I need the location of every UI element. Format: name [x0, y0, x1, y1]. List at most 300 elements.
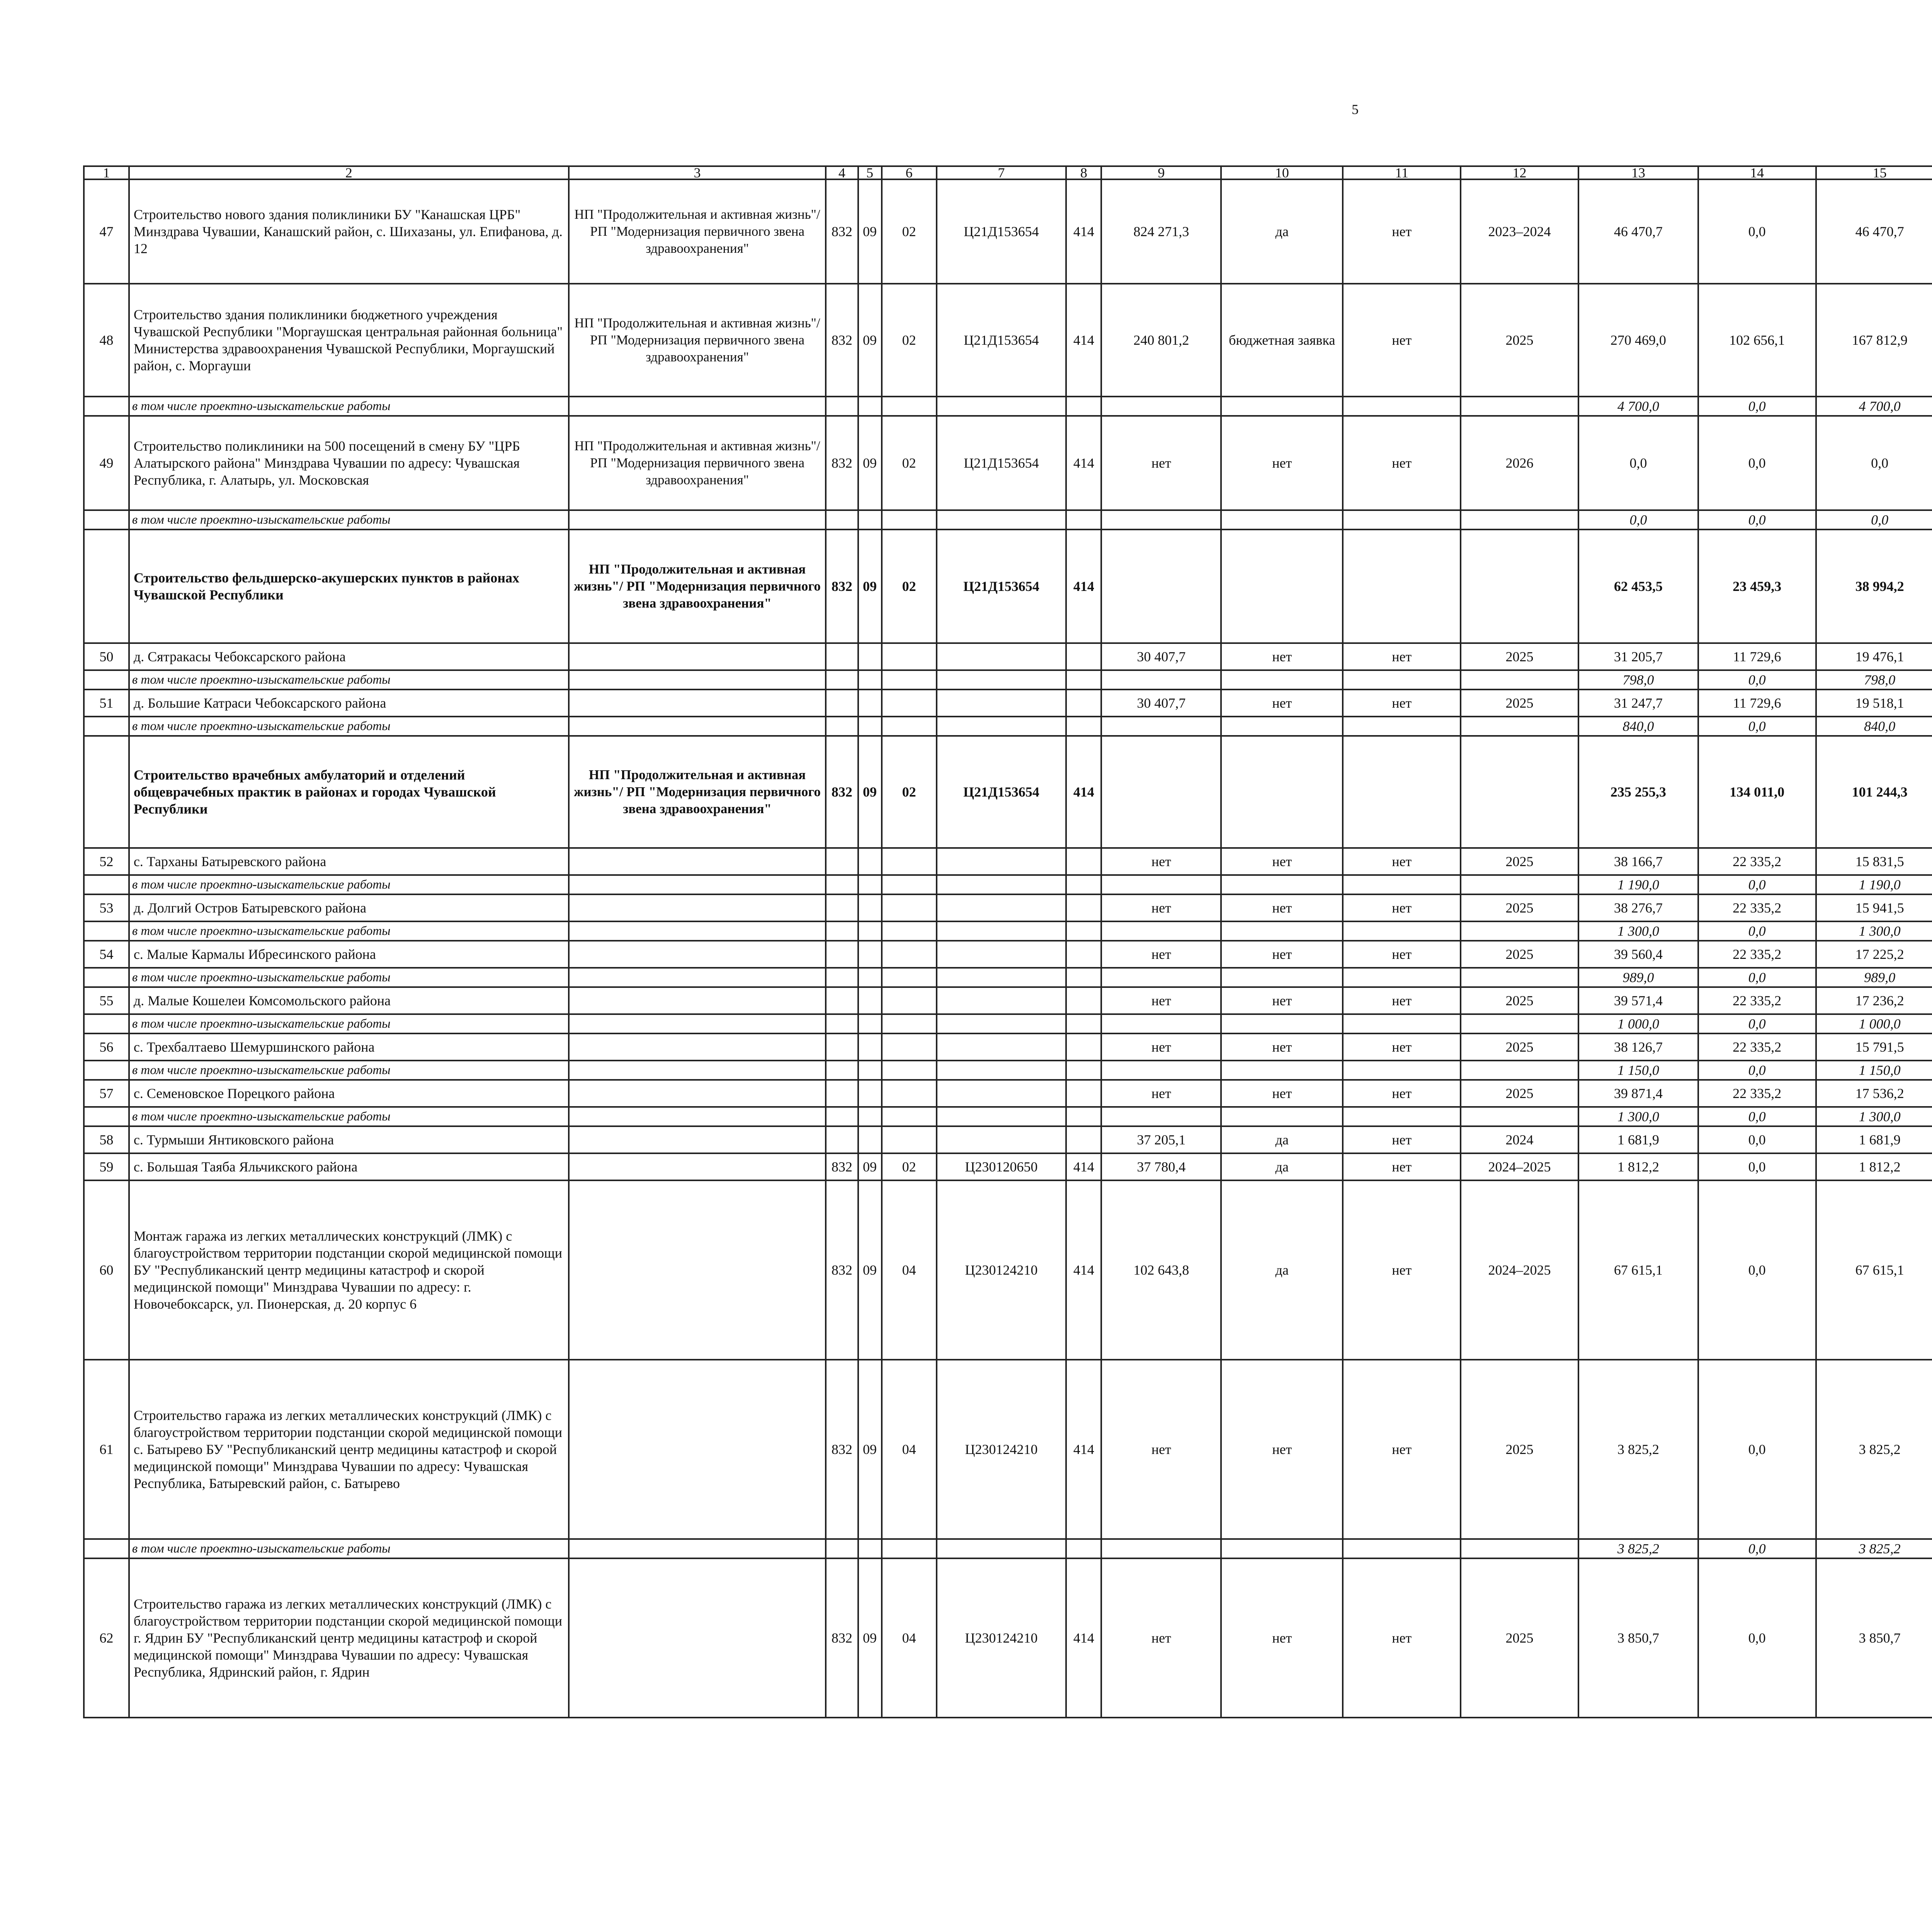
vr-code-cell — [1066, 987, 1101, 1014]
pr-code-cell — [882, 1033, 937, 1061]
estimated-cost-cell — [1101, 510, 1221, 529]
design-docs-cell: нет — [1221, 1360, 1343, 1539]
gr-code-cell: 832 — [826, 1558, 858, 1718]
rz-code-cell — [858, 643, 882, 670]
republic-budget-cell: 17 536,2 — [1816, 1080, 1932, 1107]
estimated-cost-cell: нет — [1101, 848, 1221, 875]
gr-code-cell — [826, 941, 858, 968]
program-name-cell — [569, 1126, 826, 1153]
csr-code-cell — [937, 894, 1066, 921]
program-name-cell — [569, 894, 826, 921]
state-expertise-cell — [1343, 875, 1461, 894]
federal-budget-cell: 22 335,2 — [1698, 894, 1816, 921]
rz-code-cell — [858, 1107, 882, 1126]
construction-period-cell: 2026 — [1461, 416, 1578, 510]
construction-period-cell — [1461, 1539, 1578, 1558]
total-funding-cell: 31 247,7 — [1578, 690, 1698, 717]
vr-code-cell — [1066, 670, 1101, 690]
row-number-cell — [84, 717, 129, 736]
vr-code-cell: 414 — [1066, 179, 1101, 284]
state-expertise-cell: нет — [1343, 284, 1461, 397]
design-docs-cell: нет — [1221, 643, 1343, 670]
republic-budget-cell: 17 225,2 — [1816, 941, 1932, 968]
rz-code-cell — [858, 1033, 882, 1061]
federal-budget-cell: 0,0 — [1698, 717, 1816, 736]
pr-code-cell — [882, 875, 937, 894]
object-name-cell: Строительство гаража из легких металлических конструкций (ЛМК) с благоустройством территории подстанции скорой медицинской помощи с. Батырево БУ "Республиканский центр медицины катастроф и скорой медицинской помощи" Минздрава Чувашии по адресу: Чувашская Республика, Батыревский район, с. Батырево — [129, 1360, 569, 1539]
table-row — [84, 690, 1932, 717]
pr-code-cell: 02 — [882, 179, 937, 284]
gr-code-cell — [826, 848, 858, 875]
gr-code-cell: 832 — [826, 529, 858, 643]
csr-code-cell — [937, 1033, 1066, 1061]
gr-code-cell — [826, 1061, 858, 1080]
estimated-cost-cell: нет — [1101, 1033, 1221, 1061]
csr-code-cell: Ц21Д153654 — [937, 416, 1066, 510]
column-number: 4 — [826, 166, 858, 179]
republic-budget-cell: 167 812,9 — [1816, 284, 1932, 397]
construction-period-cell: 2025 — [1461, 690, 1578, 717]
vr-code-cell — [1066, 921, 1101, 941]
estimated-cost-cell: нет — [1101, 1360, 1221, 1539]
construction-period-cell — [1461, 397, 1578, 416]
program-name-cell — [569, 987, 826, 1014]
row-number-cell — [84, 397, 129, 416]
republic-budget-cell: 1 190,0 — [1816, 875, 1932, 894]
column-number: 8 — [1066, 166, 1101, 179]
total-funding-cell: 235 255,3 — [1578, 736, 1698, 848]
vr-code-cell: 414 — [1066, 529, 1101, 643]
design-docs-cell: нет — [1221, 1558, 1343, 1718]
federal-budget-cell: 0,0 — [1698, 1180, 1816, 1360]
design-docs-cell: нет — [1221, 690, 1343, 717]
federal-budget-cell: 0,0 — [1698, 1107, 1816, 1126]
rz-code-cell: 09 — [858, 179, 882, 284]
object-name-cell: с. Малые Кармалы Ибресинского района — [129, 941, 569, 968]
republic-budget-cell: 15 791,5 — [1816, 1033, 1932, 1061]
state-expertise-cell: нет — [1343, 987, 1461, 1014]
construction-period-cell: 2025 — [1461, 1360, 1578, 1539]
construction-period-cell: 2025 — [1461, 987, 1578, 1014]
subtotal-row — [84, 875, 1932, 894]
rz-code-cell — [858, 510, 882, 529]
row-number-cell: 50 — [84, 643, 129, 670]
column-number: 15 — [1816, 166, 1932, 179]
total-funding-cell: 1 300,0 — [1578, 921, 1698, 941]
program-name-cell — [569, 1153, 826, 1180]
column-number: 5 — [858, 166, 882, 179]
design-docs-cell — [1221, 1014, 1343, 1033]
csr-code-cell — [937, 670, 1066, 690]
estimated-cost-cell — [1101, 875, 1221, 894]
row-number-cell — [84, 875, 129, 894]
pr-code-cell — [882, 921, 937, 941]
vr-code-cell: 414 — [1066, 736, 1101, 848]
total-funding-cell: 1 000,0 — [1578, 1014, 1698, 1033]
federal-budget-cell: 22 335,2 — [1698, 941, 1816, 968]
table-row — [84, 1360, 1932, 1539]
federal-budget-cell: 22 335,2 — [1698, 1080, 1816, 1107]
row-number-cell — [84, 1539, 129, 1558]
state-expertise-cell: нет — [1343, 1360, 1461, 1539]
design-docs-cell — [1221, 1107, 1343, 1126]
construction-period-cell: 2025 — [1461, 1080, 1578, 1107]
gr-code-cell — [826, 643, 858, 670]
total-funding-cell: 4 700,0 — [1578, 397, 1698, 416]
vr-code-cell — [1066, 941, 1101, 968]
object-name-cell: в том числе проектно-изыскательские работы — [129, 968, 569, 987]
design-docs-cell: нет — [1221, 1033, 1343, 1061]
program-name-cell — [569, 1360, 826, 1539]
state-expertise-cell: нет — [1343, 1180, 1461, 1360]
state-expertise-cell — [1343, 736, 1461, 848]
csr-code-cell — [937, 690, 1066, 717]
rz-code-cell — [858, 1126, 882, 1153]
program-name-cell — [569, 1539, 826, 1558]
republic-budget-cell: 840,0 — [1816, 717, 1932, 736]
gr-code-cell — [826, 510, 858, 529]
pr-code-cell — [882, 1014, 937, 1033]
state-expertise-cell — [1343, 397, 1461, 416]
program-name-cell — [569, 397, 826, 416]
rz-code-cell — [858, 690, 882, 717]
row-number-cell: 51 — [84, 690, 129, 717]
federal-budget-cell: 0,0 — [1698, 1061, 1816, 1080]
object-name-cell: Строительство нового здания поликлиники БУ "Канашская ЦРБ" Минздрава Чувашии, Канашский район, с. Шихазаны, ул. Епифанова, д. 12 — [129, 179, 569, 284]
vr-code-cell: 414 — [1066, 1153, 1101, 1180]
pr-code-cell — [882, 968, 937, 987]
pr-code-cell — [882, 670, 937, 690]
estimated-cost-cell: 37 780,4 — [1101, 1153, 1221, 1180]
table-row — [84, 643, 1932, 670]
object-name-cell: в том числе проектно-изыскательские работы — [129, 1061, 569, 1080]
row-number-cell: 57 — [84, 1080, 129, 1107]
pr-code-cell: 02 — [882, 284, 937, 397]
total-funding-cell: 840,0 — [1578, 717, 1698, 736]
total-funding-cell: 39 560,4 — [1578, 941, 1698, 968]
rz-code-cell: 09 — [858, 1180, 882, 1360]
design-docs-cell — [1221, 736, 1343, 848]
gr-code-cell — [826, 690, 858, 717]
subtotal-row — [84, 670, 1932, 690]
row-number-cell — [84, 736, 129, 848]
total-funding-cell: 0,0 — [1578, 416, 1698, 510]
object-name-cell: в том числе проектно-изыскательские работы — [129, 717, 569, 736]
construction-period-cell — [1461, 717, 1578, 736]
republic-budget-cell: 3 850,7 — [1816, 1558, 1932, 1718]
republic-budget-cell: 798,0 — [1816, 670, 1932, 690]
row-number-cell: 48 — [84, 284, 129, 397]
republic-budget-cell: 19 476,1 — [1816, 643, 1932, 670]
subtotal-row — [84, 717, 1932, 736]
state-expertise-cell — [1343, 717, 1461, 736]
csr-code-cell — [937, 643, 1066, 670]
republic-budget-cell: 4 700,0 — [1816, 397, 1932, 416]
program-name-cell — [569, 1107, 826, 1126]
table-row — [84, 1153, 1932, 1180]
state-expertise-cell: нет — [1343, 848, 1461, 875]
column-number: 10 — [1221, 166, 1343, 179]
republic-budget-cell: 101 244,3 — [1816, 736, 1932, 848]
estimated-cost-cell — [1101, 1107, 1221, 1126]
construction-period-cell — [1461, 510, 1578, 529]
design-docs-cell — [1221, 670, 1343, 690]
construction-period-cell: 2024 — [1461, 1126, 1578, 1153]
pr-code-cell: 04 — [882, 1360, 937, 1539]
table-row — [84, 848, 1932, 875]
republic-budget-cell: 989,0 — [1816, 968, 1932, 987]
estimated-cost-cell — [1101, 1539, 1221, 1558]
vr-code-cell: 414 — [1066, 416, 1101, 510]
group-row — [84, 736, 1932, 848]
gr-code-cell — [826, 1539, 858, 1558]
republic-budget-cell: 3 825,2 — [1816, 1360, 1932, 1539]
object-name-cell: с. Большая Таяба Яльчикского района — [129, 1153, 569, 1180]
csr-code-cell — [937, 1126, 1066, 1153]
object-name-cell: д. Сятракасы Чебоксарского района — [129, 643, 569, 670]
vr-code-cell — [1066, 1061, 1101, 1080]
vr-code-cell — [1066, 1080, 1101, 1107]
object-name-cell: в том числе проектно-изыскательские работы — [129, 875, 569, 894]
row-number-cell: 56 — [84, 1033, 129, 1061]
program-name-cell — [569, 643, 826, 670]
federal-budget-cell: 0,0 — [1698, 875, 1816, 894]
column-number: 6 — [882, 166, 937, 179]
state-expertise-cell — [1343, 670, 1461, 690]
construction-period-cell — [1461, 921, 1578, 941]
rz-code-cell — [858, 1080, 882, 1107]
republic-budget-cell: 1 681,9 — [1816, 1126, 1932, 1153]
estimated-cost-cell — [1101, 397, 1221, 416]
vr-code-cell — [1066, 848, 1101, 875]
total-funding-cell: 1 150,0 — [1578, 1061, 1698, 1080]
design-docs-cell — [1221, 529, 1343, 643]
total-funding-cell: 31 205,7 — [1578, 643, 1698, 670]
estimated-cost-cell: 30 407,7 — [1101, 690, 1221, 717]
estimated-cost-cell — [1101, 529, 1221, 643]
estimated-cost-cell — [1101, 968, 1221, 987]
gr-code-cell: 832 — [826, 1153, 858, 1180]
state-expertise-cell — [1343, 968, 1461, 987]
program-name-cell — [569, 1558, 826, 1718]
total-funding-cell: 39 571,4 — [1578, 987, 1698, 1014]
vr-code-cell — [1066, 894, 1101, 921]
republic-budget-cell: 1 000,0 — [1816, 1014, 1932, 1033]
row-number-cell: 58 — [84, 1126, 129, 1153]
object-name-cell: Строительство врачебных амбулаторий и отделений общеврачебных практик в районах и городах Чувашской Республики — [129, 736, 569, 848]
design-docs-cell — [1221, 968, 1343, 987]
federal-budget-cell: 0,0 — [1698, 1558, 1816, 1718]
total-funding-cell: 46 470,7 — [1578, 179, 1698, 284]
federal-budget-cell: 0,0 — [1698, 416, 1816, 510]
rz-code-cell: 09 — [858, 529, 882, 643]
vr-code-cell: 414 — [1066, 1180, 1101, 1360]
total-funding-cell: 38 126,7 — [1578, 1033, 1698, 1061]
object-name-cell: Строительство поликлиники на 500 посещений в смену БУ "ЦРБ Алатырского района" Минздрава Чувашии по адресу: Чувашская Республика, г. Алатырь, ул. Московская — [129, 416, 569, 510]
rz-code-cell: 09 — [858, 1360, 882, 1539]
row-number-cell: 53 — [84, 894, 129, 921]
csr-code-cell — [937, 397, 1066, 416]
state-expertise-cell: нет — [1343, 941, 1461, 968]
federal-budget-cell: 22 335,2 — [1698, 1033, 1816, 1061]
pr-code-cell — [882, 987, 937, 1014]
state-expertise-cell: нет — [1343, 1153, 1461, 1180]
investment-objects-table — [83, 165, 1932, 1718]
pr-code-cell: 02 — [882, 529, 937, 643]
table-row — [84, 1080, 1932, 1107]
csr-code-cell — [937, 921, 1066, 941]
vr-code-cell: 414 — [1066, 284, 1101, 397]
state-expertise-cell — [1343, 1539, 1461, 1558]
csr-code-cell: Ц21Д153654 — [937, 736, 1066, 848]
rz-code-cell — [858, 921, 882, 941]
table-row — [84, 941, 1932, 968]
pr-code-cell: 04 — [882, 1180, 937, 1360]
rz-code-cell — [858, 670, 882, 690]
row-number-cell — [84, 1107, 129, 1126]
republic-budget-cell: 17 236,2 — [1816, 987, 1932, 1014]
program-name-cell: НП "Продолжительная и активная жизнь"/ РП "Модернизация первичного звена здравоохранения" — [569, 284, 826, 397]
estimated-cost-cell — [1101, 717, 1221, 736]
pr-code-cell — [882, 643, 937, 670]
table-row — [84, 284, 1932, 397]
pr-code-cell — [882, 894, 937, 921]
csr-code-cell — [937, 1539, 1066, 1558]
row-number-cell: 61 — [84, 1360, 129, 1539]
program-name-cell — [569, 1061, 826, 1080]
construction-period-cell — [1461, 968, 1578, 987]
construction-period-cell: 2023–2024 — [1461, 179, 1578, 284]
estimated-cost-cell — [1101, 1061, 1221, 1080]
csr-code-cell — [937, 875, 1066, 894]
rz-code-cell: 09 — [858, 736, 882, 848]
total-funding-cell: 62 453,5 — [1578, 529, 1698, 643]
estimated-cost-cell: 37 205,1 — [1101, 1126, 1221, 1153]
construction-period-cell: 2025 — [1461, 1033, 1578, 1061]
object-name-cell: д. Большие Катраси Чебоксарского района — [129, 690, 569, 717]
total-funding-cell: 3 825,2 — [1578, 1360, 1698, 1539]
vr-code-cell — [1066, 643, 1101, 670]
vr-code-cell — [1066, 1014, 1101, 1033]
program-name-cell — [569, 1033, 826, 1061]
row-number-cell: 52 — [84, 848, 129, 875]
design-docs-cell: нет — [1221, 416, 1343, 510]
construction-period-cell: 2025 — [1461, 894, 1578, 921]
object-name-cell: д. Долгий Остров Батыревского района — [129, 894, 569, 921]
gr-code-cell — [826, 968, 858, 987]
program-name-cell — [569, 1014, 826, 1033]
republic-budget-cell: 1 812,2 — [1816, 1153, 1932, 1180]
construction-period-cell: 2024–2025 — [1461, 1153, 1578, 1180]
row-number-cell — [84, 968, 129, 987]
federal-budget-cell: 0,0 — [1698, 1360, 1816, 1539]
total-funding-cell: 1 812,2 — [1578, 1153, 1698, 1180]
republic-budget-cell: 19 518,1 — [1816, 690, 1932, 717]
table-row — [84, 1558, 1932, 1718]
csr-code-cell — [937, 941, 1066, 968]
csr-code-cell — [937, 1080, 1066, 1107]
rz-code-cell — [858, 875, 882, 894]
csr-code-cell: Ц230120650 — [937, 1153, 1066, 1180]
object-name-cell: в том числе проектно-изыскательские работы — [129, 510, 569, 529]
state-expertise-cell — [1343, 921, 1461, 941]
pr-code-cell: 04 — [882, 1558, 937, 1718]
program-name-cell — [569, 717, 826, 736]
pr-code-cell — [882, 1061, 937, 1080]
total-funding-cell: 3 850,7 — [1578, 1558, 1698, 1718]
state-expertise-cell — [1343, 529, 1461, 643]
program-name-cell — [569, 921, 826, 941]
csr-code-cell — [937, 1014, 1066, 1033]
state-expertise-cell: нет — [1343, 690, 1461, 717]
design-docs-cell: да — [1221, 179, 1343, 284]
pr-code-cell: 02 — [882, 1153, 937, 1180]
csr-code-cell: Ц21Д153654 — [937, 179, 1066, 284]
pr-code-cell: 02 — [882, 736, 937, 848]
program-name-cell — [569, 848, 826, 875]
vr-code-cell — [1066, 875, 1101, 894]
rz-code-cell — [858, 1014, 882, 1033]
vr-code-cell: 414 — [1066, 1360, 1101, 1539]
state-expertise-cell — [1343, 1014, 1461, 1033]
federal-budget-cell: 0,0 — [1698, 1539, 1816, 1558]
csr-code-cell: Ц230124210 — [937, 1360, 1066, 1539]
estimated-cost-cell: нет — [1101, 1558, 1221, 1718]
republic-budget-cell: 1 150,0 — [1816, 1061, 1932, 1080]
rz-code-cell — [858, 894, 882, 921]
republic-budget-cell: 3 825,2 — [1816, 1539, 1932, 1558]
gr-code-cell — [826, 1014, 858, 1033]
gr-code-cell: 832 — [826, 736, 858, 848]
rz-code-cell — [858, 848, 882, 875]
vr-code-cell — [1066, 717, 1101, 736]
design-docs-cell — [1221, 1539, 1343, 1558]
gr-code-cell: 832 — [826, 416, 858, 510]
column-number: 13 — [1578, 166, 1698, 179]
rz-code-cell — [858, 1539, 882, 1558]
csr-code-cell: Ц230124210 — [937, 1180, 1066, 1360]
program-name-cell: НП "Продолжительная и активная жизнь"/ РП "Модернизация первичного звена здравоохранения" — [569, 179, 826, 284]
pr-code-cell — [882, 848, 937, 875]
vr-code-cell — [1066, 1107, 1101, 1126]
vr-code-cell: 414 — [1066, 1558, 1101, 1718]
program-name-cell — [569, 670, 826, 690]
row-number-cell: 54 — [84, 941, 129, 968]
csr-code-cell: Ц21Д153654 — [937, 284, 1066, 397]
vr-code-cell — [1066, 1539, 1101, 1558]
construction-period-cell — [1461, 736, 1578, 848]
gr-code-cell — [826, 1080, 858, 1107]
construction-period-cell — [1461, 875, 1578, 894]
federal-budget-cell: 11 729,6 — [1698, 643, 1816, 670]
vr-code-cell — [1066, 510, 1101, 529]
row-number-cell: 60 — [84, 1180, 129, 1360]
row-number-cell: 55 — [84, 987, 129, 1014]
state-expertise-cell: нет — [1343, 1558, 1461, 1718]
object-name-cell: в том числе проектно-изыскательские работы — [129, 670, 569, 690]
program-name-cell — [569, 968, 826, 987]
construction-period-cell — [1461, 529, 1578, 643]
pr-code-cell — [882, 690, 937, 717]
gr-code-cell: 832 — [826, 179, 858, 284]
csr-code-cell — [937, 987, 1066, 1014]
subtotal-row — [84, 510, 1932, 529]
total-funding-cell: 67 615,1 — [1578, 1180, 1698, 1360]
object-name-cell: с. Трехбалтаево Шемуршинского района — [129, 1033, 569, 1061]
design-docs-cell: да — [1221, 1180, 1343, 1360]
rz-code-cell — [858, 1061, 882, 1080]
gr-code-cell: 832 — [826, 1180, 858, 1360]
